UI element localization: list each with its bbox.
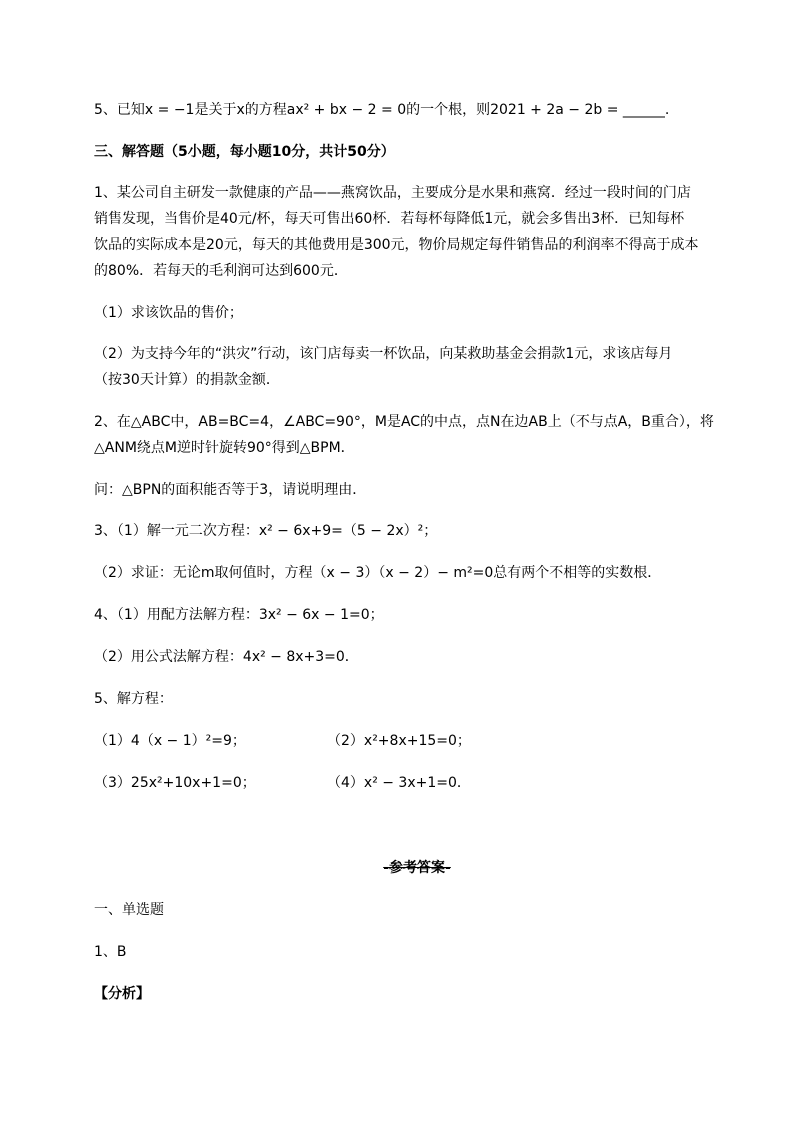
problem-1-part-1: （1）求该饮品的售价； [94, 305, 243, 321]
problem-4-part-2: （2）用公式法解方程：4x² − 8x+3=0． [94, 649, 359, 665]
problem-5-eq-3: （3）25x²+10x+1=0； [94, 775, 256, 791]
problem-1-line-4: 的80%．若每天的毛利润可达到600元． [94, 263, 348, 279]
problem-3-part-1: 3、（1）解一元二次方程：x² − 6x+9=（5 − 2x）²； [94, 523, 438, 539]
answers-section-1: 一、单选题 [94, 902, 164, 918]
fill-question-5: 5、已知x = −1是关于x的方程ax² + bx − 2 = 0的一个根，则2021 + 2a − 2b = ______. [94, 102, 670, 118]
problem-1-line-3: 饮品的实际成本是20元，每天的其他费用是300元，物价局规定每件销售品的利润率不得高于成本 [94, 237, 699, 253]
problem-5-eq-2: （2）x²+8x+15=0； [327, 733, 471, 749]
problem-3-part-2: （2）求证：无论m取何值时，方程（x − 3）（x − 2）− m²=0总有两个不相等的实数根． [94, 565, 662, 581]
problem-1-line-1: 1、某公司自主研发一款健康的产品——燕窝饮品，主要成分是水果和燕窝．经过一段时间的门店 [94, 185, 691, 201]
problem-2-line-1: 2、在△ABC中，AB=BC=4，∠ABC=90°，M是AC的中点，点N在边AB上（不与点A，B重合），将 [94, 414, 714, 430]
problem-5-row-2 [94, 773, 694, 793]
analysis-label: 【分析】 [94, 986, 150, 1002]
problem-5-stem: 5、解方程： [94, 691, 173, 707]
problem-1-part-2-line-2: （按30天计算）的捐款金额． [94, 372, 280, 388]
problem-1-line-2: 销售发现，当售价是40元/杯，每天可售出60杯．若每杯每降低1元，就会多售出3杯．已知每杯 [94, 211, 685, 227]
answer-item-1: 1、B [94, 944, 127, 960]
problem-2-line-2: △ANM绕点M逆时针旋转90°得到△BPM． [94, 440, 355, 456]
problem-1-part-2-line-1: （2）为支持今年的“洪灾”行动，该门店每卖一杯饮品，向某救助基金会捐款1元，求该店每月 [94, 346, 673, 362]
answer-key-title-wrap [0, 858, 794, 878]
problem-4-part-1: 4、（1）用配方法解方程：3x² − 6x − 1=0； [94, 607, 384, 623]
answer-key-title: -参考答案- [383, 860, 451, 876]
section-3-heading: 三、解答题（5小题，每小题10分，共计50分） [94, 144, 395, 160]
problem-5-row-1 [94, 731, 694, 751]
problem-5-eq-4: （4）x² − 3x+1=0． [327, 775, 471, 791]
problem-2-question: 问：△BPN的面积能否等于3，请说明理由． [94, 482, 367, 498]
problem-5-eq-1: （1）4（x − 1）²=9； [94, 733, 246, 749]
